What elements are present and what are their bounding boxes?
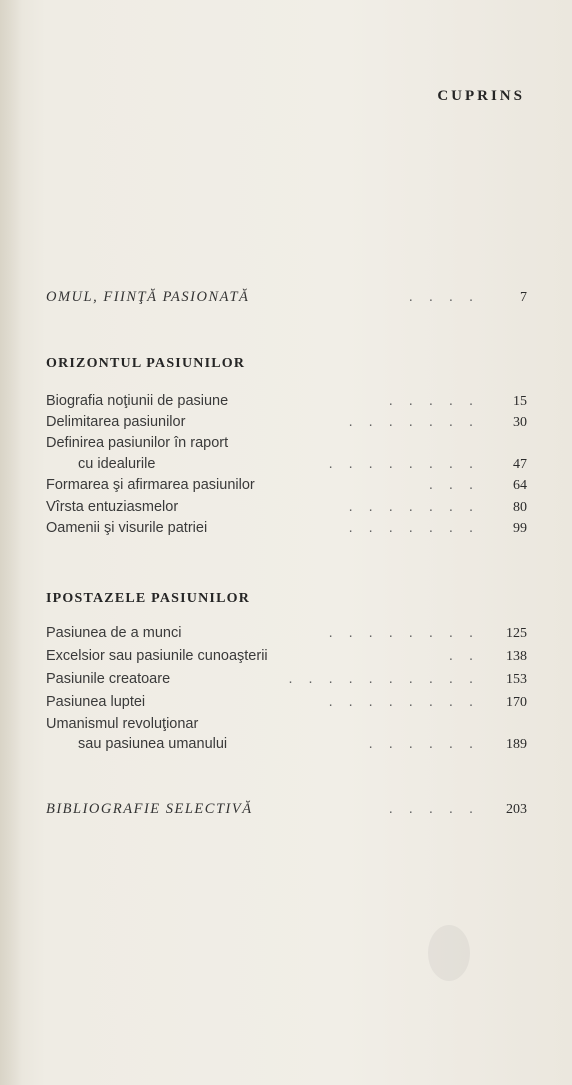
toc-entry-label: Pasiunea luptei (46, 694, 146, 710)
toc-page-number: 170 (506, 695, 527, 710)
toc-entry (46, 414, 527, 431)
toc-entry (46, 520, 527, 537)
toc-entry (46, 499, 527, 516)
toc-entry-label: Delimitarea pasiunilor (46, 414, 186, 430)
toc-entry-label: Vîrsta entuziasmelor (46, 499, 179, 515)
toc-entry-label-continued: cu idealurile (78, 456, 156, 472)
toc-entry-intro (46, 289, 527, 306)
toc-leader-dots: . . (448, 648, 479, 664)
section-heading-ipostazele: IPOSTAZELE PASIUNILOR (46, 591, 251, 606)
toc-entry (46, 671, 527, 688)
toc-page-number: 99 (513, 521, 527, 536)
section-heading-orizontul: ORIZONTUL PASIUNILOR (46, 356, 246, 371)
toc-entry-label: Definirea pasiunilor în raport (46, 435, 229, 451)
toc-leader-dots: . . . . . . . (348, 499, 479, 515)
toc-entry (46, 456, 527, 473)
toc-page-number: 138 (506, 649, 527, 664)
toc-page-number: 189 (506, 737, 527, 752)
toc-entry (46, 477, 527, 494)
toc-leader-dots: . . . . . . . . (328, 625, 479, 641)
toc-title: CUPRINS (437, 88, 525, 104)
toc-page-number: 153 (506, 672, 527, 687)
toc-entry (46, 393, 527, 410)
toc-leader-dots: . . . . . . (368, 736, 479, 752)
toc-entry-label: OMUL, FIINŢĂ PASIONATĂ (46, 289, 250, 305)
toc-entry-outro (46, 801, 527, 818)
toc-leader-dots: . . . . . (388, 801, 479, 817)
toc-leader-dots: . . . . (408, 289, 479, 305)
toc-page-number: 30 (513, 415, 527, 430)
toc-entry (46, 736, 527, 753)
toc-entry-label: Pasiunile creatoare (46, 671, 171, 687)
toc-page-number: 15 (513, 394, 527, 409)
toc-page-number: 7 (520, 290, 527, 305)
toc-page-number: 47 (513, 457, 527, 472)
toc-entry (46, 625, 527, 642)
toc-entry-label: Biografia noţiunii de pasiune (46, 393, 229, 409)
toc-page-number: 64 (513, 478, 527, 493)
toc-entry-label: Pasiunea de a munci (46, 625, 182, 641)
page-fold-shadow (0, 0, 22, 1085)
toc-page-number: 125 (506, 626, 527, 641)
toc-entry-label: Formarea şi afirmarea pasiunilor (46, 477, 255, 493)
toc-entry (46, 648, 527, 665)
toc-page-number: 80 (513, 500, 527, 515)
toc-leader-dots: . . . (428, 477, 479, 493)
toc-entry-line1 (46, 435, 527, 451)
bleed-through-stamp (428, 925, 470, 981)
toc-leader-dots: . . . . . . . . (328, 694, 479, 710)
toc-leader-dots: . . . . . (388, 393, 479, 409)
toc-leader-dots: . . . . . . . . . . (288, 671, 479, 687)
toc-entry-label: Umanismul revoluţionar (46, 716, 199, 732)
toc-leader-dots: . . . . . . . (348, 414, 479, 430)
toc-leader-dots: . . . . . . . . (328, 456, 479, 472)
toc-entry (46, 694, 527, 711)
toc-entry-label: Excelsior sau pasiunile cunoaşterii (46, 648, 268, 664)
toc-entry-line1 (46, 716, 527, 732)
toc-entry-label-continued: sau pasiunea umanului (78, 736, 228, 752)
toc-page-number: 203 (506, 802, 527, 817)
toc-entry-label: BIBLIOGRAFIE SELECTIVĂ (46, 801, 253, 817)
toc-entry-label: Oamenii şi visurile patriei (46, 520, 208, 536)
toc-leader-dots: . . . . . . . (348, 520, 479, 536)
